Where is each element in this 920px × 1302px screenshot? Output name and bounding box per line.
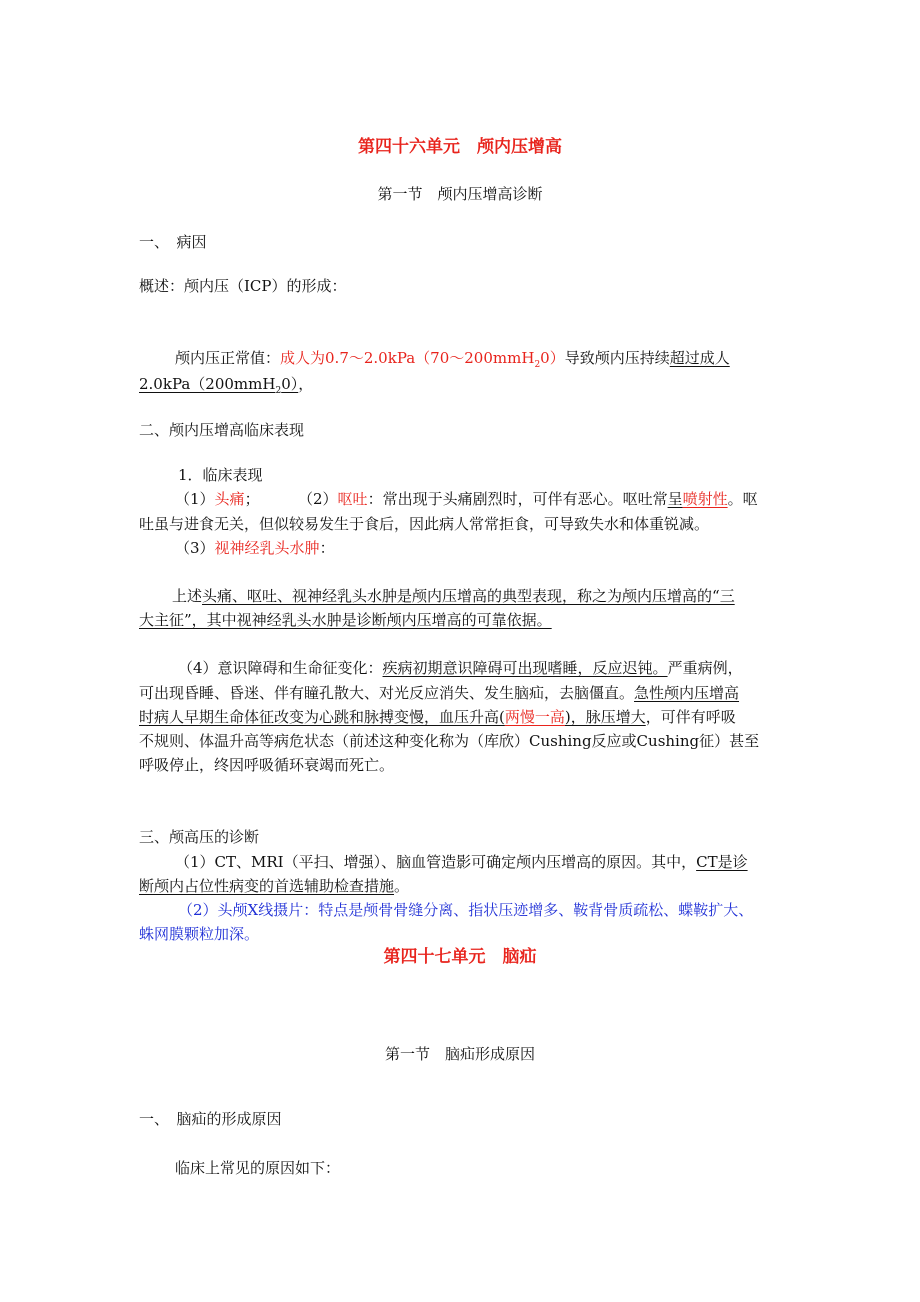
diagnosis-xray-line-2: 蛛网膜颗粒加深。 [139,925,260,943]
diagnosis-xray-line-1: （2）头颅X线摄片：特点是颅骨骨缝分离、指状压迹增多、鞍背骨质疏松、蝶鞍扩大、 [178,901,754,919]
two-slow-one-high: 两慢一高 [504,708,565,726]
heading-diagnosis: 三、颅高压的诊断 [139,828,260,846]
symptom-vomiting: 呕吐 [337,490,368,508]
unit-46-title: 第四十六单元 颅内压增高 [358,137,562,157]
consciousness-line-2: 可出现昏睡、昏迷、伴有瞳孔散大、对光反应消失、发生脑疝，去脑僵直。急性颅内压增高 [139,684,740,702]
consciousness-line-3: 时病人早期生命体征改变为心跳和脉搏变慢，血压升高(两慢一高)，脉压增大，可伴有呼吸 [139,708,736,726]
subheading-clinical: 1．临床表现 [178,466,263,484]
normal-value-mid: 导致颅内压持续 [564,349,670,367]
projectile-term: 喷射性 [682,490,728,508]
symptom-papilledema-line: （3）视神经乳头水肿： [175,539,335,557]
symptom-papilledema: 视神经乳头水肿 [214,539,320,557]
diagnosis-line-1: （1）CT、MRI（平扫、增强）、脑血管造影可确定颅内压增高的原因。其中，CT是诊 [175,853,748,871]
normal-value-threshold-1: 超过成人 [669,349,730,367]
heading-etiology: 一、 病因 [139,233,207,251]
normal-value-line-1 [175,345,730,371]
normal-value-threshold-2: 2.0kPa（200mmH$_2$0） [139,375,299,396]
triad-line-2: 大主征”，其中视神经乳头水肿是诊断颅内压增高的可靠依据。 [139,611,552,629]
symptom-headache: 头痛 [214,490,245,508]
section-title-46-1: 第一节 颅内压增高诊断 [377,185,543,203]
triad-line-1: 上述头痛、呕吐、视神经乳头水肿是颅内压增高的典型表现，称之为颅内压增高的“三 [172,587,735,605]
symptom-vomiting-line: （2）呕吐：常出现于头痛剧烈时，可伴有恶心。呕吐常呈喷射性。呕 [298,490,758,508]
diagnosis-line-2: 断颅内占位性病变的首选辅助检查措施。 [139,877,410,895]
overview-text: 概述：颅内压（ICP）的形成： [139,277,347,295]
unit-47-title: 第四十七单元 脑疝 [383,947,537,967]
consciousness-line-4: 不规则、体温升高等病危状态（前述这种变化称为（库欣）Cushing反应或Cushing征）甚至 [139,732,760,750]
symptom-line-2: 吐虽与进食无关，但似较易发生于食后，因此病人常常拒食，可导致失水和体重锐减。 [139,515,710,533]
normal-value-range: 成人为0.7～2.0kPa（70～200mmH$_2$0） [280,349,565,370]
section-title-47-1: 第一节 脑疝形成原因 [384,1045,535,1063]
normal-value-lead: 颅内压正常值： [175,349,281,367]
consciousness-line-1: （4）意识障碍和生命征变化：疾病初期意识障碍可出现嗜睡，反应迟钝。严重病例， [178,659,743,677]
heading-herniation-causes: 一、 脑疝的形成原因 [139,1110,282,1128]
consciousness-line-5: 呼吸停止，终因呼吸循环衰竭而死亡。 [139,756,395,774]
herniation-intro: 临床上常见的原因如下： [175,1159,341,1177]
normal-value-line-2: 2.0kPa（200mmH$_2$0）， [139,375,314,396]
heading-clinical: 二、颅内压增高临床表现 [139,421,305,439]
symptom-line-1: （1）头痛； [175,490,260,508]
